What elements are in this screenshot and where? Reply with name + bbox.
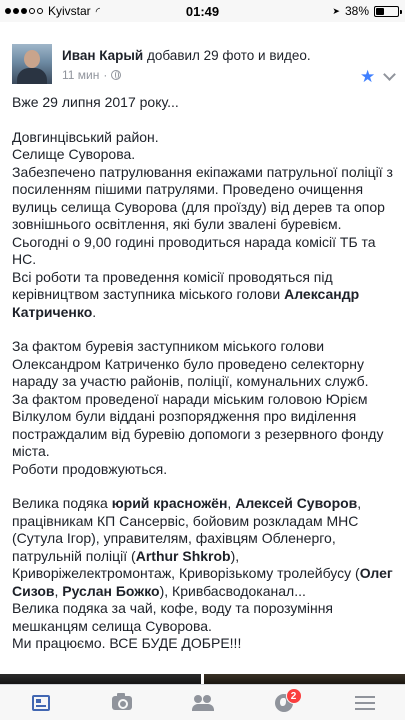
mention-link[interactable]: Руслан Божко: [62, 582, 160, 599]
separator-dot: ·: [103, 68, 108, 82]
tab-menu[interactable]: [345, 688, 385, 718]
wifi-icon: ◜: [95, 5, 100, 18]
status-time: 01:49: [185, 4, 220, 19]
post-photo[interactable]: [0, 674, 201, 684]
text-run: ), Криворіжелектромонтаж, Криворізькому тролейбусу (: [12, 547, 360, 581]
text-run: ,: [54, 582, 63, 599]
post-paragraph: Вже 29 липня 2017 року...: [12, 94, 179, 110]
mention-link[interactable]: Arthur Shkrob: [135, 547, 231, 564]
public-globe-icon: [111, 70, 121, 80]
mention-link[interactable]: юрий красножён: [111, 495, 228, 511]
post-header: [0, 22, 405, 92]
photo-strip: [0, 674, 405, 684]
tab-camera[interactable]: [102, 688, 142, 718]
status-bar: [0, 0, 405, 22]
post-paragraph: Довгинцівський район.: [12, 128, 159, 145]
author-name-link[interactable]: Иван Карый: [62, 48, 144, 63]
text-run: .: [92, 303, 97, 320]
post-paragraph: Забезпечено патрулювання екіпажами патрульної поліції з посиленням пішими патрулями. Проведено очищення вулиць селища Суворова (для проїзду) від дерев та опор зовнішнього освітлення, які були звалені буревієм. Сьогодні о 9,00 годині проводиться нарада комісії ТБ та НС.: [12, 163, 393, 267]
camera-icon: [112, 696, 132, 710]
mention-link[interactable]: Александр Катриченко: [12, 286, 360, 320]
mention-link[interactable]: Алексей Суворов: [235, 495, 358, 511]
friends-icon: [192, 695, 214, 711]
post-time[interactable]: 11 мин: [62, 68, 100, 82]
post-paragraph: [12, 269, 397, 322]
post-text: [12, 94, 397, 653]
bottom-tab-bar: [0, 684, 405, 720]
post-paragraph: За фактом проведеної наради міським головою Юрієм Вілкулом були віддані розпорядження про виділення постраждалим від буревію допомоги з резервного фонду міста.: [12, 390, 384, 459]
text-run: Всі роботи та проведення комісії проводяться під керівництвом заступника міського голови: [12, 268, 333, 302]
news-feed-icon: [32, 695, 50, 711]
post-paragraph: Селище Суворова.: [12, 146, 136, 162]
mention-link[interactable]: Олег Сизов: [12, 565, 393, 599]
author-line: [62, 48, 311, 63]
location-icon: ➤: [332, 5, 340, 16]
text-run: Велика подяка: [12, 495, 112, 511]
text-run: , працівникам КП Сансервіс, бойовим розкладам МНС (Сутула Ігор), управителям, фахівцям Обленерго, патрульній поліції (: [12, 495, 362, 564]
post-meta: [62, 68, 121, 82]
post-paragraph: Велика подяка за чай, кофе, воду та порозуміння мешканцям селища Суворова.: [12, 600, 334, 634]
tab-news-feed[interactable]: [21, 688, 61, 718]
post-paragraph: Роботи продовжуються.: [12, 460, 168, 477]
battery-status: [332, 4, 399, 18]
menu-icon: [355, 696, 375, 710]
text-run: ,: [227, 495, 236, 511]
text-run: ), Кривбасводоканал...: [159, 582, 306, 599]
post-paragraph: За фактом буревія заступником міського голови Олександром Катриченко було проведено селекторну нараду за участю районів, поліції, комунальних служб.: [12, 338, 369, 389]
post-action-text: добавил 29 фото и видео.: [147, 48, 311, 63]
author-avatar[interactable]: [12, 44, 52, 84]
post-options-chevron-icon[interactable]: [383, 68, 396, 81]
battery-percent: 38%: [344, 4, 369, 18]
battery-icon: [374, 6, 399, 17]
favorite-star-icon[interactable]: ★: [360, 67, 376, 86]
post-paragraph: [12, 495, 397, 600]
carrier-name: Kyivstar: [48, 4, 91, 18]
notifications-badge: 2: [286, 688, 302, 704]
post-photo[interactable]: [204, 674, 405, 684]
tab-notifications[interactable]: [264, 688, 304, 718]
post-paragraph: Ми працюємо. ВСЕ БУДЕ ДОБРЕ!!!: [12, 635, 242, 651]
tab-friends[interactable]: [183, 688, 223, 718]
battery-fill: [376, 8, 384, 15]
